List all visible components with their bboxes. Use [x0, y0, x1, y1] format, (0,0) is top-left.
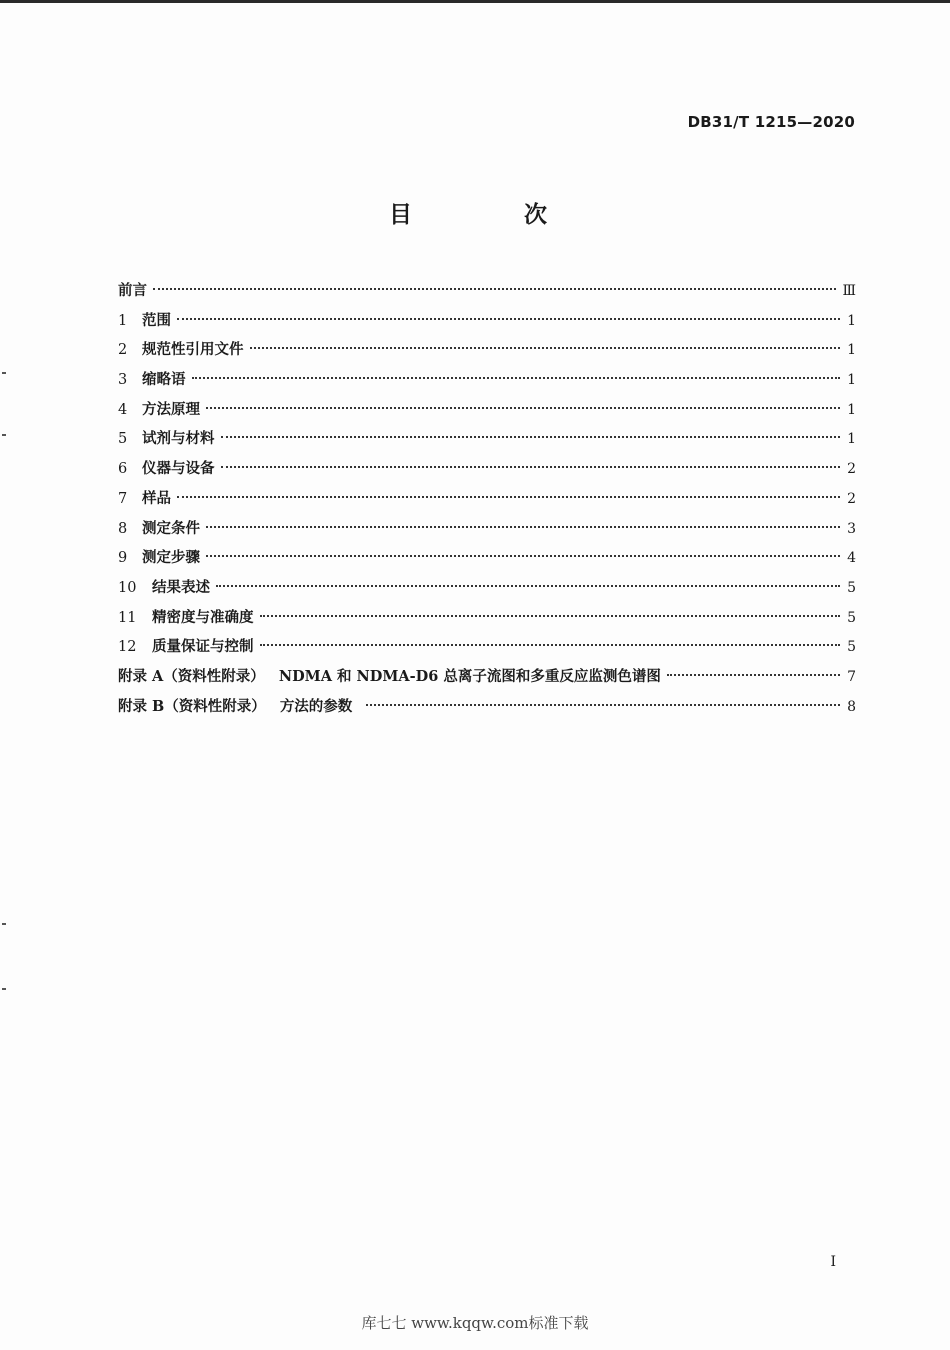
table-of-contents [118, 276, 856, 721]
toc-entry-3[interactable] [118, 365, 856, 395]
appendix-prefix: 附录 B（资料性附录） [118, 697, 266, 715]
toc-entry-page: Ⅲ [842, 283, 856, 299]
toc-entry-5[interactable] [118, 424, 856, 454]
toc-entry-label: 结果表述 [152, 578, 210, 596]
toc-entry-label: 前言 [118, 282, 147, 299]
toc-entry-label: 试剂与材料 [142, 430, 215, 448]
dot-leader [192, 377, 841, 379]
toc-entry-number: 10 [118, 579, 137, 596]
toc-entry-page: 1 [847, 431, 856, 448]
toc-entry-page: 2 [847, 490, 856, 507]
toc-entry-number: 2 [118, 342, 128, 359]
watermark-text: 库七七 www.kqqw.com标准下载 [361, 1314, 589, 1332]
toc-entry-4[interactable] [118, 395, 856, 425]
toc-entry-number: 9 [118, 550, 128, 567]
toc-entry-page: 8 [847, 698, 856, 715]
toc-entry-number: 8 [118, 520, 128, 537]
toc-entry-10[interactable] [118, 573, 856, 603]
toc-entry-page: 7 [847, 668, 856, 685]
dot-leader [366, 704, 840, 706]
toc-entry-number: 6 [118, 461, 128, 478]
page-number: I [830, 1254, 836, 1270]
dot-leader [177, 496, 840, 498]
toc-entry-page: 1 [847, 342, 856, 359]
toc-entry-page: 5 [847, 579, 856, 596]
appendix-title: 方法的参数 [279, 697, 353, 715]
document-code: DB31/T 1215—2020 [687, 113, 855, 131]
toc-entry-11[interactable] [118, 603, 856, 633]
toc-entry-preface[interactable] [118, 276, 856, 306]
toc-entry-label: 测定条件 [142, 519, 200, 537]
dot-leader [177, 318, 840, 320]
dot-leader [260, 615, 841, 617]
toc-entry-number: 5 [118, 431, 128, 448]
scan-artifact [2, 923, 6, 925]
dot-leader [206, 526, 840, 528]
toc-entry-8[interactable] [118, 514, 856, 544]
toc-entry-page: 5 [847, 639, 856, 656]
toc-entry-label: 方法原理 [142, 400, 200, 418]
toc-entry-2[interactable] [118, 335, 856, 365]
toc-entry-page: 1 [847, 372, 856, 389]
toc-entry-label: 范围 [142, 311, 171, 329]
toc-entry-6[interactable] [118, 454, 856, 484]
toc-title: 目 次 [388, 202, 599, 228]
dot-leader [153, 288, 836, 290]
dot-leader [667, 674, 840, 676]
toc-entry-appendix-a[interactable] [118, 662, 856, 692]
toc-entry-number: 7 [118, 490, 128, 507]
toc-entry-number: 12 [118, 639, 137, 656]
toc-entry-page: 1 [847, 312, 856, 329]
toc-entry-number: 4 [118, 401, 128, 418]
toc-entry-9[interactable] [118, 543, 856, 573]
dot-leader [206, 407, 840, 409]
toc-entry-label: 仪器与设备 [142, 460, 215, 478]
toc-entry-label: 质量保证与控制 [152, 638, 254, 656]
toc-entry-number: 3 [118, 372, 128, 389]
toc-entry-page: 4 [847, 550, 856, 567]
toc-entry-number: 1 [118, 312, 128, 329]
toc-entry-label: 缩略语 [142, 371, 186, 389]
dot-leader [260, 644, 841, 646]
toc-entry-number: 11 [118, 609, 137, 626]
dot-leader [206, 555, 840, 557]
scan-artifact [2, 988, 6, 990]
dot-leader [216, 585, 840, 587]
toc-entry-page: 1 [847, 401, 856, 418]
toc-entry-label: 精密度与准确度 [152, 608, 254, 626]
scan-artifact [2, 372, 6, 374]
toc-entry-1[interactable] [118, 306, 856, 336]
appendix-prefix: 附录 A（资料性附录） [118, 667, 265, 685]
dot-leader [221, 436, 841, 438]
appendix-title: NDMA 和 NDMA-D6 总离子流图和多重反应监测色谱图 [278, 667, 661, 685]
scan-artifact [2, 434, 6, 436]
toc-entry-appendix-b[interactable] [118, 692, 856, 722]
toc-entry-page: 5 [847, 609, 856, 626]
toc-entry-page: 2 [847, 461, 856, 478]
toc-entry-label: 规范性引用文件 [142, 341, 244, 359]
dot-leader [250, 347, 841, 349]
toc-entry-7[interactable] [118, 484, 856, 514]
dot-leader [221, 466, 841, 468]
toc-entry-12[interactable] [118, 632, 856, 662]
top-border [0, 0, 950, 3]
toc-entry-label: 测定步骤 [142, 549, 200, 567]
toc-entry-label: 样品 [142, 489, 171, 507]
toc-entry-page: 3 [847, 520, 856, 537]
